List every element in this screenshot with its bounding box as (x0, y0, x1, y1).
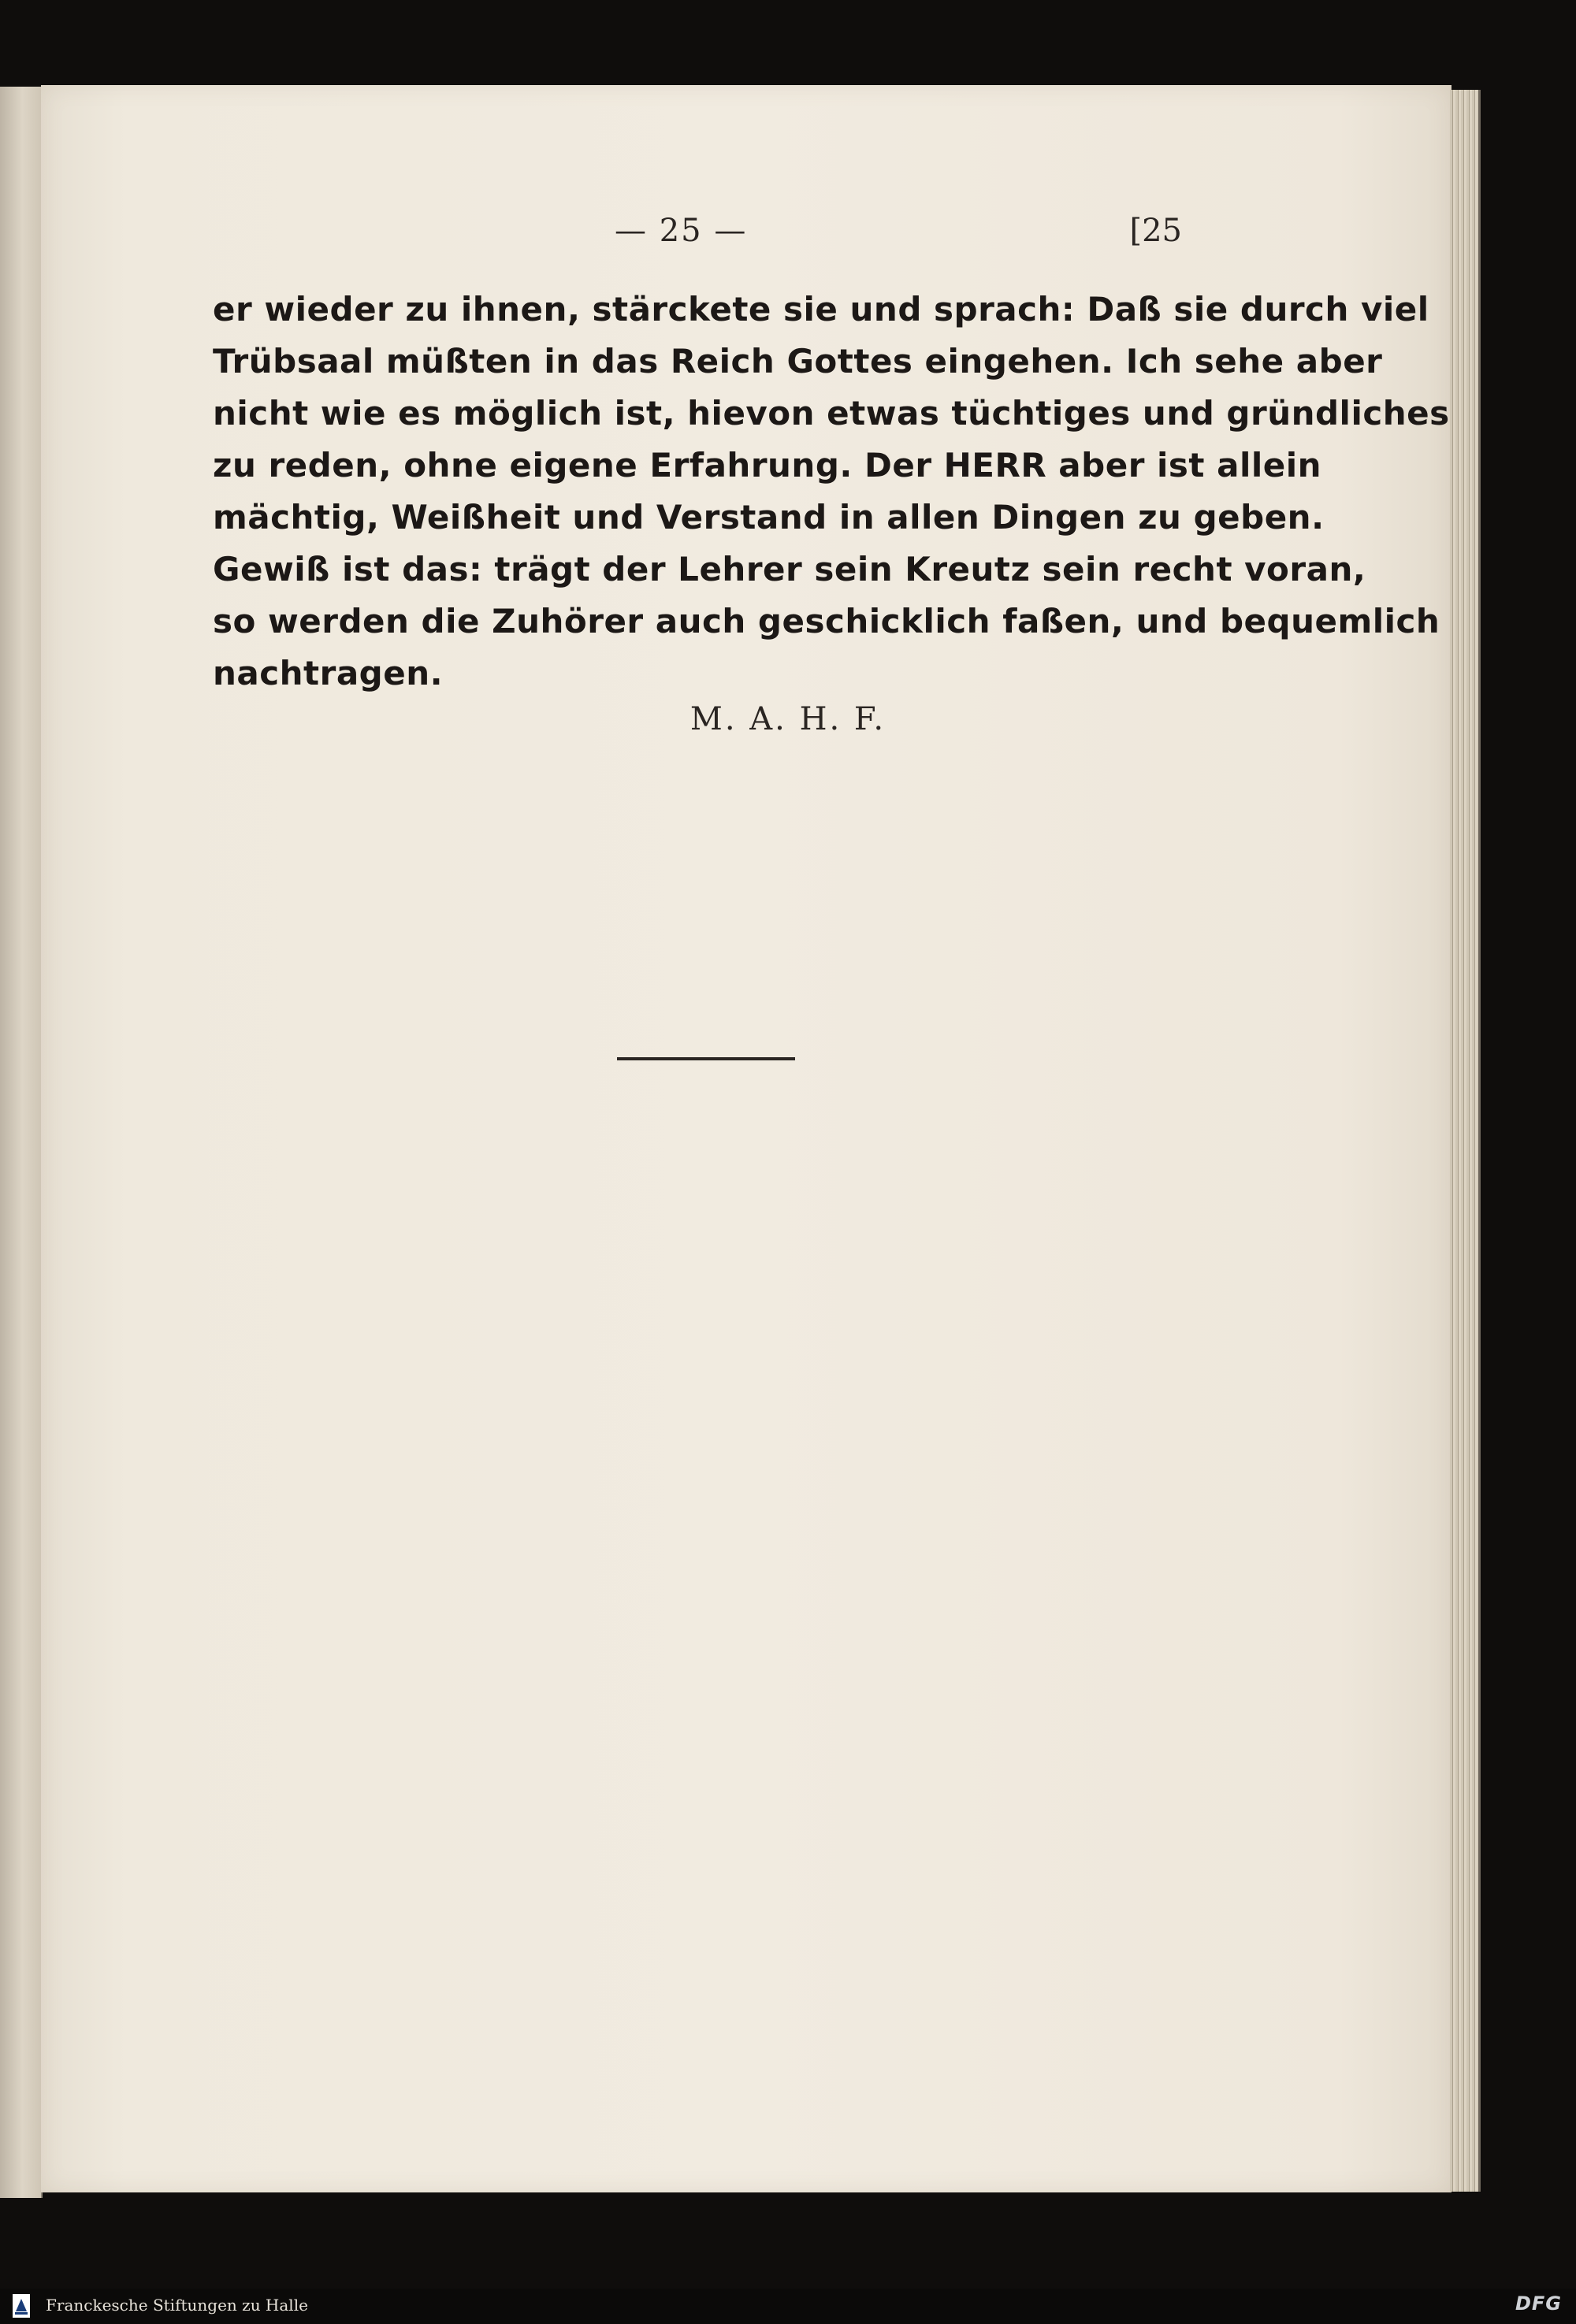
signature-initials: M. A. H. F. (690, 701, 886, 737)
body-line: Gewiß ist das: trägt der Lehrer sein Kreutz sein recht voran, (213, 550, 1366, 588)
body-paragraph (213, 284, 1450, 700)
page-stack-edge (1450, 90, 1481, 2192)
page-number-center: — 25 — (615, 213, 748, 249)
signature-block (0, 701, 1576, 737)
dfg-logo: DFG (1515, 2292, 1562, 2315)
page-header (615, 213, 1182, 260)
body-line: nachtragen. (213, 654, 444, 692)
franckesche-stiftungen-emblem-icon (13, 2294, 30, 2318)
institution-name: Franckesche Stiftungen zu Halle (46, 2296, 308, 2315)
body-line: mächtig, Weißheit und Verstand in allen Dingen zu geben. (213, 498, 1325, 536)
page-number-right: [25 (1129, 213, 1182, 249)
body-line: zu reden, ohne eigene Erfahrung. Der HERR aber ist allein (213, 446, 1322, 484)
body-line: er wieder zu ihnen, stärckete sie und sprach: Daß sie durch viel (213, 290, 1429, 329)
section-divider-rule (617, 1057, 795, 1060)
body-line: so werden die Zuhörer auch geschicklich faßen, und bequemlich (213, 602, 1440, 640)
left-page-edge (0, 87, 43, 2198)
body-line: Trübsaal müßten in das Reich Gottes eingehen. Ich sehe aber (213, 342, 1383, 381)
body-line: nicht wie es möglich ist, hievon etwas tüchtiges und gründliches (213, 394, 1450, 433)
